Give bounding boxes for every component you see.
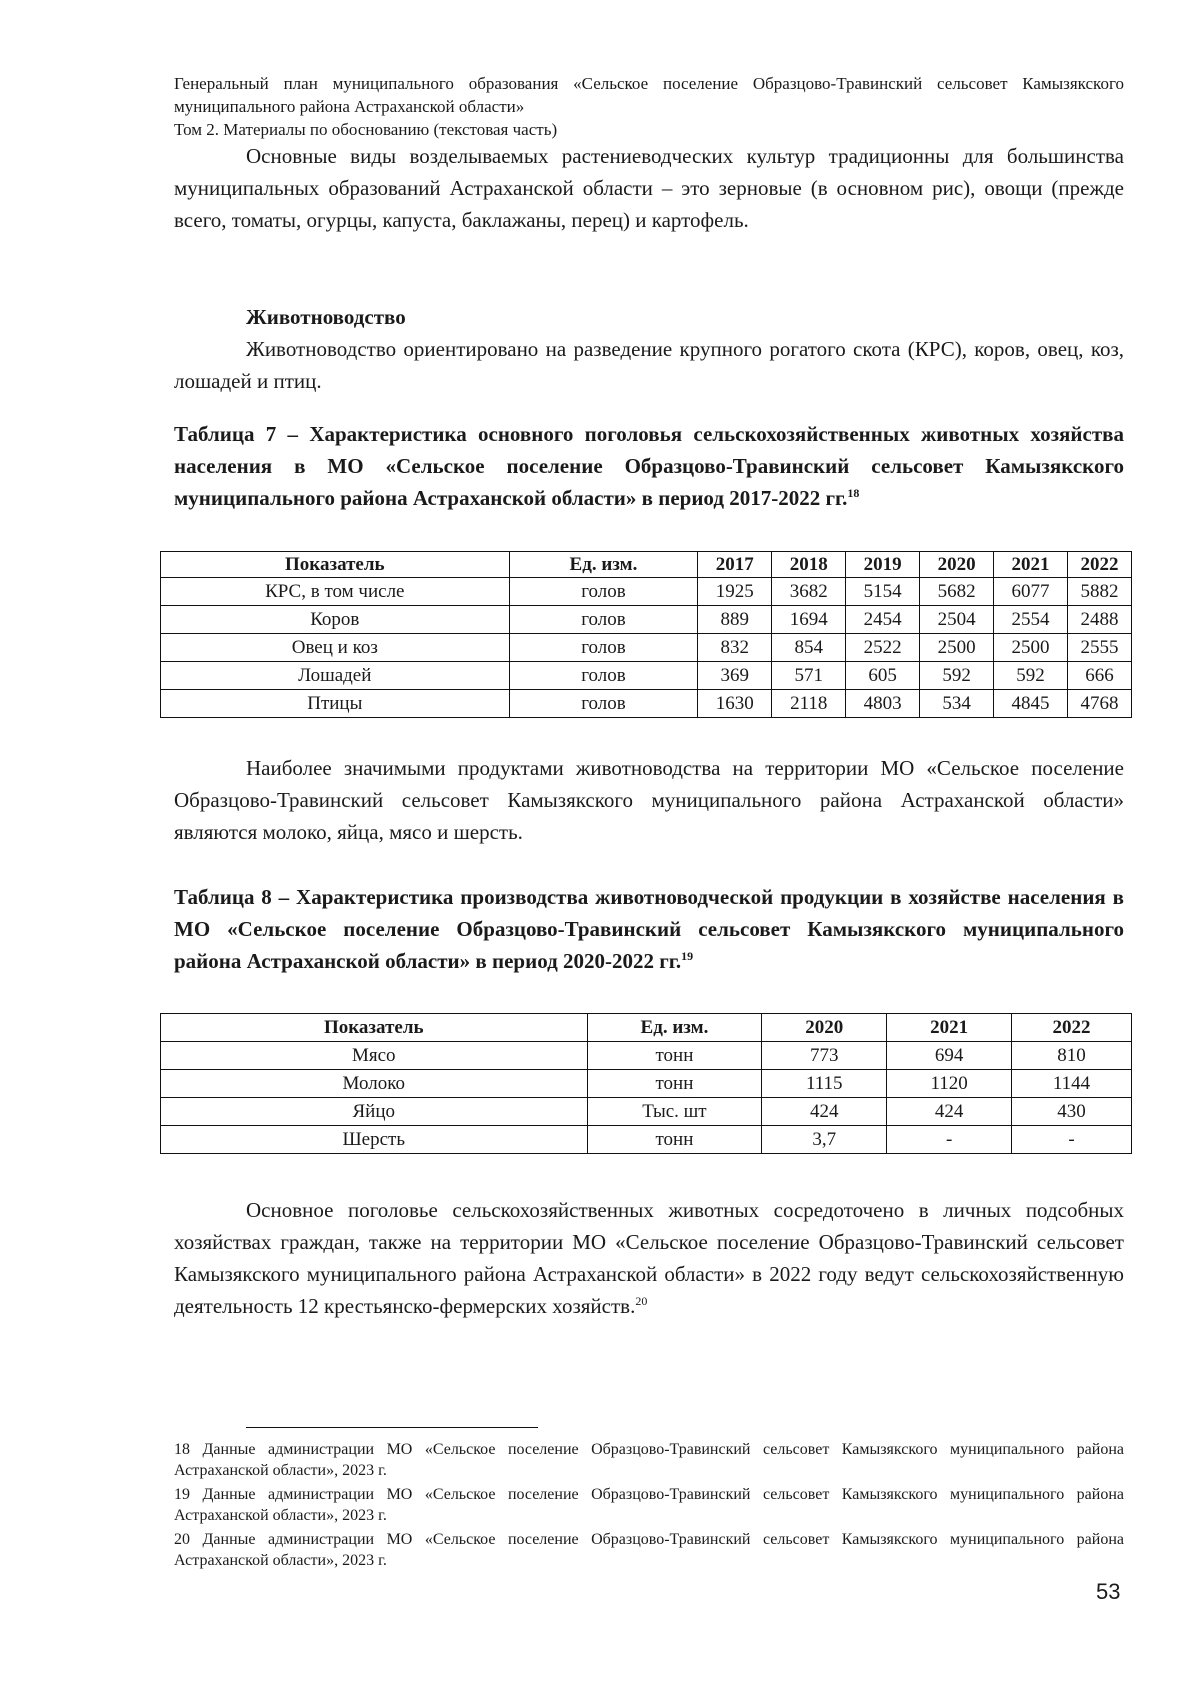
table8-header-row [161,1014,1132,1042]
table7-header-cell: 2018 [772,552,846,578]
table-cell: 2500 [994,634,1068,662]
table-cell: 1144 [1012,1070,1132,1098]
closing-footnote-ref[interactable]: 20 [635,1294,648,1308]
closing-paragraph-text: Основное поголовье сельскохозяйственных животных сосредоточено в личных подсобных хозяйствах граждан, также на территории МО «Сельское поселение Образцово-Травинский сельсовет Камызякского муниципального района Астраханской области» в 2022 году ведут сельскохозяйственную деятельность 12 крестьянско-фермерских хозяйств. [174,1198,1124,1318]
table-cell: 773 [762,1042,887,1070]
table7-header-cell: 2021 [994,552,1068,578]
table-row [161,1098,1132,1126]
table-cell: Птицы [161,690,510,718]
table7-caption-text: Таблица 7 – Характеристика основного поголовья сельскохозяйственных животных хозяйства населения в МО «Сельское поселение Образцово-Травинский сельсовет Камызякского муниципального района Астраханской области» в период 2017-2022 гг. [174,422,1124,510]
table8-header-cell: Ед. изм. [587,1014,762,1042]
products-paragraph: Наиболее значимыми продуктами животноводства на территории МО «Сельское поселение Образцово-Травинский сельсовет Камызякского муниципального района Астраханской области» являются молоко, яйца, мясо и шерсть. [174,756,1124,844]
table-cell: голов [509,662,698,690]
table-cell: Молоко [161,1070,588,1098]
header-title: Генеральный план муниципального образования «Сельское поселение Образцово-Травинский сельсовет Камызякского муниципального района Астраханской области» [174,74,1124,116]
table-row [161,1126,1132,1154]
table-cell: тонн [587,1070,762,1098]
table-cell: 2504 [920,606,994,634]
table-cell: 1694 [772,606,846,634]
table-cell: 854 [772,634,846,662]
table-cell: голов [509,634,698,662]
table8-caption [174,881,1124,977]
table-cell: 5882 [1068,578,1132,606]
table-cell: 889 [698,606,772,634]
table8-header-cell: 2022 [1012,1014,1132,1042]
table-cell: КРС, в том числе [161,578,510,606]
table-cell: 1925 [698,578,772,606]
table-cell: Овец и коз [161,634,510,662]
footnote-18: 18 Данные администрации МО «Сельское поселение Образцово-Травинский сельсовет Камызякского муниципального района Астраханской области», 2023 г. [174,1441,1124,1479]
table7 [160,551,1132,718]
table-cell: 3,7 [762,1126,887,1154]
table-cell: голов [509,606,698,634]
table-row [161,578,1132,606]
table-cell: 369 [698,662,772,690]
table-cell: Лошадей [161,662,510,690]
table-cell: 534 [920,690,994,718]
table-cell: Шерсть [161,1126,588,1154]
intro-paragraph: Основные виды возделываемых растениеводческих культур традиционны для большинства муниципальных образований Астраханской области – это зерновые (в основном рис), овощи (прежде всего, томаты, огурцы, капуста, баклажаны, перец) и картофель. [174,144,1124,232]
table-row [161,634,1132,662]
table7-header-row [161,552,1132,578]
table-cell: 1630 [698,690,772,718]
table7-header-cell: 2017 [698,552,772,578]
table-cell: 2555 [1068,634,1132,662]
table-cell: Яйцо [161,1098,588,1126]
table7-header-cell: Показатель [161,552,510,578]
table-cell: 810 [1012,1042,1132,1070]
table-cell: Мясо [161,1042,588,1070]
table-cell: 2118 [772,690,846,718]
footnote-20: 20 Данные администрации МО «Сельское поселение Образцово-Травинский сельсовет Камызякского муниципального района Астраханской области», 2023 г. [174,1531,1124,1569]
table8-header-cell: 2020 [762,1014,887,1042]
table-cell: 2454 [846,606,920,634]
table-cell: 4803 [846,690,920,718]
table8-header-cell: 2021 [887,1014,1012,1042]
section-heading: Животноводство [246,305,406,329]
table-cell: Тыс. шт [587,1098,762,1126]
table-cell: 424 [762,1098,887,1126]
table-cell: 592 [920,662,994,690]
table-cell: 2500 [920,634,994,662]
table-cell: 605 [846,662,920,690]
table8-footnote-ref[interactable]: 19 [681,949,694,963]
table-cell: 571 [772,662,846,690]
table-row [161,1070,1132,1098]
table-cell: 832 [698,634,772,662]
table-cell: 3682 [772,578,846,606]
table-cell: голов [509,578,698,606]
table-cell: 2488 [1068,606,1132,634]
footnote-separator [246,1427,538,1428]
table7-header-cell: 2019 [846,552,920,578]
table-cell: Коров [161,606,510,634]
closing-paragraph [174,1194,1124,1322]
table-cell: 5154 [846,578,920,606]
footnote-19: 19 Данные администрации МО «Сельское поселение Образцово-Травинский сельсовет Камызякского муниципального района Астраханской области», 2023 г. [174,1486,1124,1524]
table-cell: 694 [887,1042,1012,1070]
table-row [161,1042,1132,1070]
table8-caption-text: Таблица 8 – Характеристика производства животноводческой продукции в хозяйстве населения в МО «Сельское поселение Образцово-Травинский сельсовет Камызякского муниципального района Астраханской области» в период 2020-2022 гг. [174,885,1124,973]
page-header [174,72,1124,141]
table7-caption [174,418,1124,514]
table-cell: тонн [587,1042,762,1070]
table-cell: - [1012,1126,1132,1154]
page-number: 53 [1096,1579,1121,1604]
table-cell: 424 [887,1098,1012,1126]
table8 [160,1013,1132,1154]
livestock-paragraph: Животноводство ориентировано на разведение крупного рогатого скота (КРС), коров, овец, коз, лошадей и птиц. [174,337,1124,393]
table-cell: 4768 [1068,690,1132,718]
table-row [161,662,1132,690]
table-cell: - [887,1126,1012,1154]
table7-footnote-ref[interactable]: 18 [847,486,860,500]
table-cell: 2522 [846,634,920,662]
table-cell: 430 [1012,1098,1132,1126]
table7-header-cell: 2020 [920,552,994,578]
table-row [161,690,1132,718]
table-row [161,606,1132,634]
table7-header-cell: 2022 [1068,552,1132,578]
table-cell: 4845 [994,690,1068,718]
table-cell: 1120 [887,1070,1012,1098]
table7-header-cell: Ед. изм. [509,552,698,578]
table-cell: 592 [994,662,1068,690]
table-cell: голов [509,690,698,718]
header-volume: Том 2. Материалы по обоснованию (текстовая часть) [174,120,558,139]
table-cell: 2554 [994,606,1068,634]
table-cell: 5682 [920,578,994,606]
table-cell: 1115 [762,1070,887,1098]
table-cell: тонн [587,1126,762,1154]
table-cell: 6077 [994,578,1068,606]
table-cell: 666 [1068,662,1132,690]
table8-header-cell: Показатель [161,1014,588,1042]
